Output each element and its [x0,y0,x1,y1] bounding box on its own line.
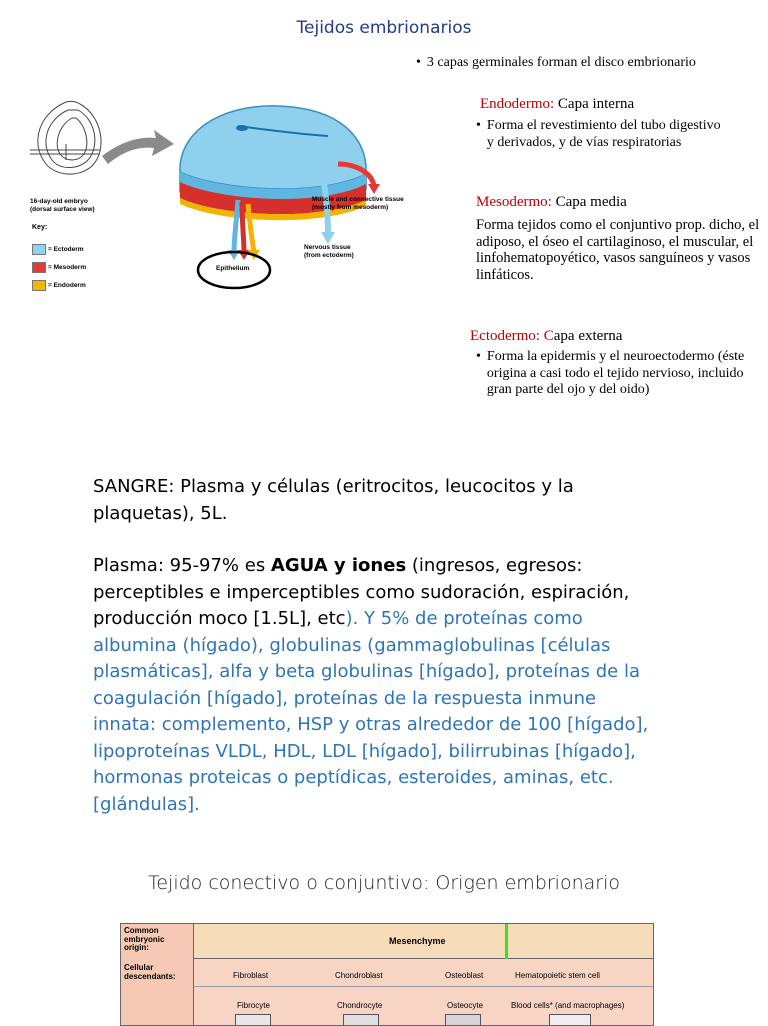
embryo-outline-drawing [30,101,101,174]
endodermo-bullet [476,118,728,151]
descendants-label: Cellular descendants: [124,963,176,981]
mesodermo-name: Mesodermo: [476,194,552,210]
key-label: Key: [32,224,48,231]
key-mesoderm [32,262,86,273]
conectivo-title: Tejido conectivo o conjuntivo: Origen embrionario [147,872,620,894]
ectodermo-c: C [539,328,554,344]
intro-text: 3 capas germinales forman el disco embrionario [426,55,696,70]
origin-table [120,923,654,1026]
embryo-figure [28,94,448,320]
endodermo-name: Endodermo: [480,96,555,112]
osteocyte-image [445,1014,481,1026]
plasma-ingresos: (ingresos, egresos: perceptibles e imperceptibles como sudoración, espiración, producción moco [1.5L], etc [93,555,630,629]
row2-blood-cells: Blood cells* (and macrophages) [511,1001,625,1010]
mesodermo-heading [476,194,627,211]
key-mesoderm-label: = Mesoderm [48,264,87,271]
row2-chondrocyte: Chondrocyte [337,1001,383,1010]
mesodermo-desc: Capa media [551,194,627,210]
sangre-section [93,474,663,818]
fibrocyte-image [235,1014,271,1026]
ectodermo-name: Ectodermo: [470,328,540,344]
ectodermo-bullet [476,349,766,399]
embryo-caption: 16-day-old embryo (dorsal surface view) [30,198,95,213]
intro-bullet [416,54,716,71]
ectodermo-desc: apa externa [553,328,623,344]
ectoderm-swatch [32,244,46,255]
label-epithelium: Epithelium [216,265,250,272]
key-endoderm-label: = Endoderm [48,282,86,289]
row1-hematopoietic: Hematopoietic stem cell [515,971,600,980]
row1-chondroblast: Chondroblast [335,971,383,980]
row2-fibrocyte: Fibrocyte [237,1001,270,1010]
row1-osteoblast: Osteoblast [445,971,484,980]
endodermo-desc: Capa interna [554,96,635,112]
key-ectoderm-label: = Ectoderm [48,246,84,253]
mesoderm-swatch [32,262,46,273]
endoderm-swatch [32,280,46,291]
origin-label: Common embryonic origin: [124,926,165,952]
ectodermo-heading [470,328,622,345]
blood-cells-image [549,1014,591,1026]
row-divider [193,986,653,987]
key-ectoderm [32,244,84,255]
row1-fibroblast: Fibroblast [233,971,269,980]
mesenchyme-label: Mesenchyme [389,936,446,946]
mesodermo-text: Forma tejidos como el conjuntivo prop. dicho, el adiposo, el óseo el cartilaginoso, el muscular, el linfohematopoyético, vasos sanguíneos y vasos linfáticos. [476,217,760,283]
plasma-intro: Plasma: 95-97% es [93,555,271,576]
bullet-dot: • [416,55,421,70]
slide-title: Tejidos embrionarios [296,18,472,38]
bullet-dot: • [476,118,481,133]
label-muscle: Muscle and connective tissue (mostly from mesoderm) [312,196,404,211]
row2-osteocyte: Osteocyte [447,1001,484,1010]
plasma-bold: AGUA y iones [270,555,407,576]
ectodermo-text: Forma la epidermis y el neuroectodermo (éste origina a casi todo el tejido nervioso, incluido gran parte del ojo y del oido) [486,349,745,397]
plasma-paragraph [93,553,663,818]
plasma-proteins: ). Y 5% de proteínas como albumina (hígado), globulinas (gammaglobulinas [células plasmáticas], alfa y beta globulinas [hígado], proteínas de la coagulación [hígado], proteínas de la respuesta inmune innata: complemento, HSP y otras alrededor de 100 [hígado], lipoproteínas VLDL, HDL, LDL [hígado], bilirrubinas [hígado], hormonas proteicas o peptídicas, esteroides, aminas, etc. [glándulas]. [93,608,649,815]
key-endoderm [32,280,86,291]
label-nervous: Nervous tissue (from ectoderm) [304,244,354,259]
endodermo-text: Forma el revestimiento del tubo digestivo y derivados, y de vías respiratorias [486,118,721,150]
sangre-paragraph: SANGRE: Plasma y células (eritrocitos, leucocitos y la plaquetas), 5L. [93,476,574,524]
arrow-right-icon [102,130,174,164]
endodermo-heading [480,96,634,113]
bullet-dot: • [476,349,481,364]
chondrocyte-image [343,1014,379,1026]
